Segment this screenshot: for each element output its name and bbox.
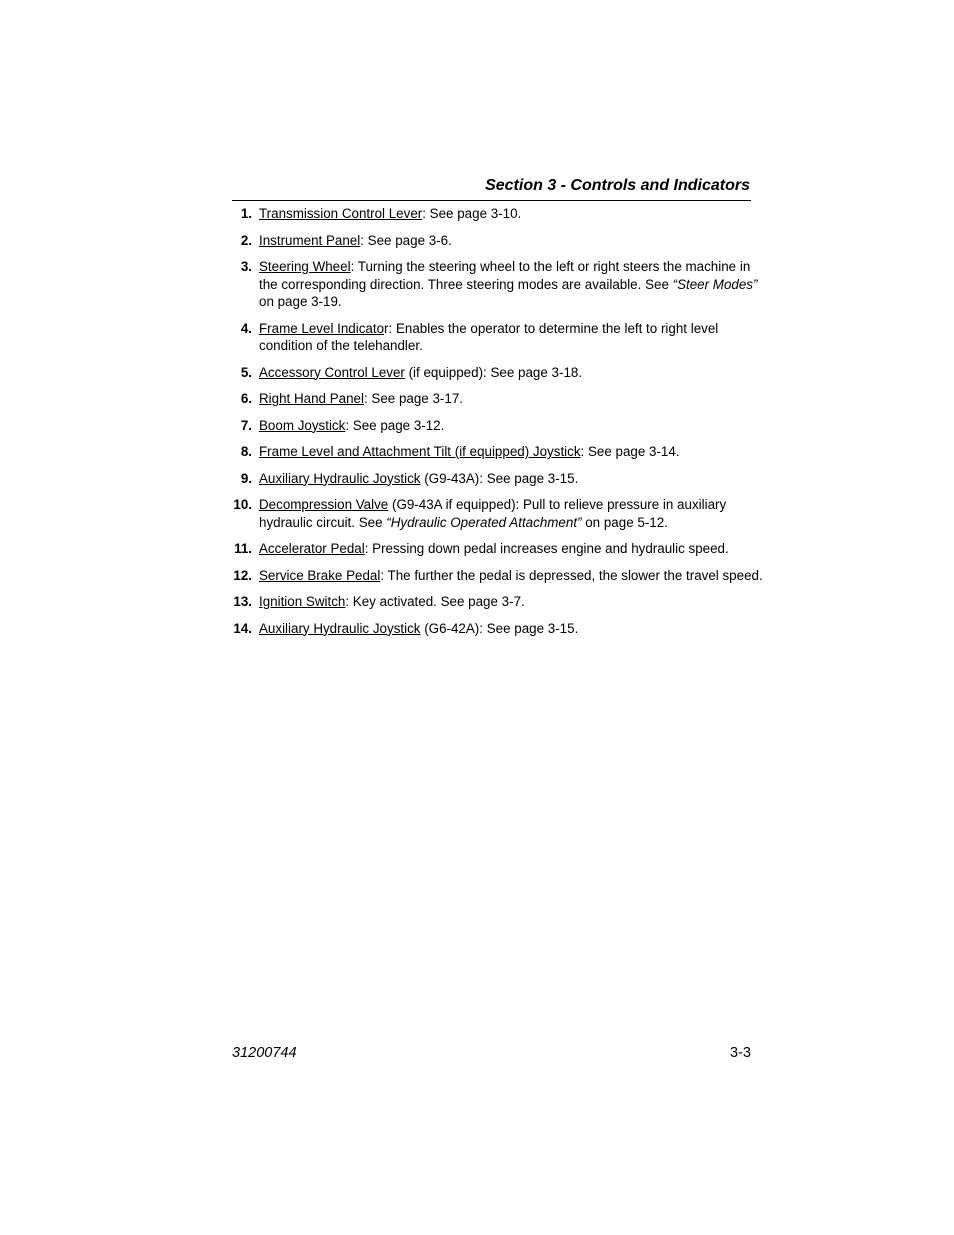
item-number: 2. <box>240 232 252 248</box>
item-term: Service Brake Pedal <box>259 567 381 583</box>
item-reference: “Steer Modes” <box>672 276 758 292</box>
item-number: 8. <box>240 444 252 459</box>
item-term: Accelerator Pedal <box>259 541 365 556</box>
item-reference: “Hydraulic Operated Attachment” <box>386 514 582 530</box>
page-number: 3-3 <box>730 1045 751 1061</box>
list-item <box>232 496 772 531</box>
list-item <box>232 567 772 585</box>
item-number: 14. <box>233 620 252 636</box>
list-item <box>232 470 772 488</box>
item-text: (G6-42A): See page 3-15. <box>420 620 579 636</box>
list-item <box>232 205 772 223</box>
item-term: Boom Joystick <box>259 417 346 433</box>
item-number: 7. <box>240 417 252 433</box>
section-title: Section 3 - Controls and Indicators <box>485 177 750 194</box>
list-item <box>232 443 772 461</box>
item-text: : Key activated. See page 3-7. <box>345 594 525 609</box>
item-term: Auxiliary Hydraulic Joystick <box>259 470 421 486</box>
item-term: Frame Level Indicato <box>259 320 385 336</box>
item-text: : See page 3-17. <box>363 391 463 406</box>
controls-list <box>232 205 772 646</box>
list-item <box>232 364 772 382</box>
item-text: : See page 3-14. <box>580 444 680 459</box>
header-divider <box>232 200 751 201</box>
list-item <box>232 540 772 558</box>
item-text-after: on page 3-19. <box>259 294 342 309</box>
item-term: Instrument Panel <box>259 232 361 248</box>
list-item <box>232 232 772 250</box>
item-term: Transmission Control Lever <box>259 206 423 221</box>
item-number: 6. <box>240 391 252 406</box>
item-text: (if equipped): See page 3-18. <box>404 364 583 380</box>
item-text: r: Enables the operator to determine the left to right level condition of the telehandler. <box>259 320 719 353</box>
item-number: 13. <box>233 594 252 609</box>
list-item <box>232 593 772 611</box>
item-term: Frame Level and Attachment Tilt (if equipped) Joystick <box>259 444 581 459</box>
list-item <box>232 390 772 408</box>
item-text-after: on page 5-12. <box>581 514 668 530</box>
item-term: Right Hand Panel <box>259 391 364 406</box>
item-text: (G9-43A if equipped): Pull to relieve pressure in auxiliary hydraulic circuit. See <box>259 497 727 530</box>
item-number: 3. <box>240 259 252 274</box>
item-text: : The further the pedal is depressed, the slower the travel speed. <box>380 567 763 583</box>
item-number: 11. <box>234 541 252 556</box>
item-number: 1. <box>240 206 252 221</box>
item-text: : See page 3-12. <box>345 417 445 433</box>
item-text: : See page 3-6. <box>360 232 452 248</box>
document-number: 31200744 <box>232 1045 297 1061</box>
item-number: 5. <box>240 364 252 380</box>
item-number: 10. <box>233 497 252 512</box>
list-item <box>232 320 772 355</box>
item-term: Decompression Valve <box>259 497 389 512</box>
item-term: Auxiliary Hydraulic Joystick <box>259 620 421 636</box>
item-text: : Turning the steering wheel to the left or right steers the machine in the corresponding direction. Three steering modes are available. See <box>259 259 751 292</box>
item-text: : See page 3-10. <box>422 206 522 221</box>
item-text: (G9-43A): See page 3-15. <box>420 470 579 486</box>
item-term: Steering Wheel <box>259 259 351 274</box>
item-number: 12. <box>233 567 252 583</box>
item-term: Accessory Control Lever <box>259 364 405 380</box>
list-item <box>232 258 772 311</box>
item-text: : Pressing down pedal increases engine and hydraulic speed. <box>364 541 729 556</box>
item-term: Ignition Switch <box>259 594 346 609</box>
item-number: 4. <box>240 320 252 336</box>
item-number: 9. <box>240 470 252 486</box>
list-item <box>232 417 772 435</box>
list-item <box>232 620 772 638</box>
